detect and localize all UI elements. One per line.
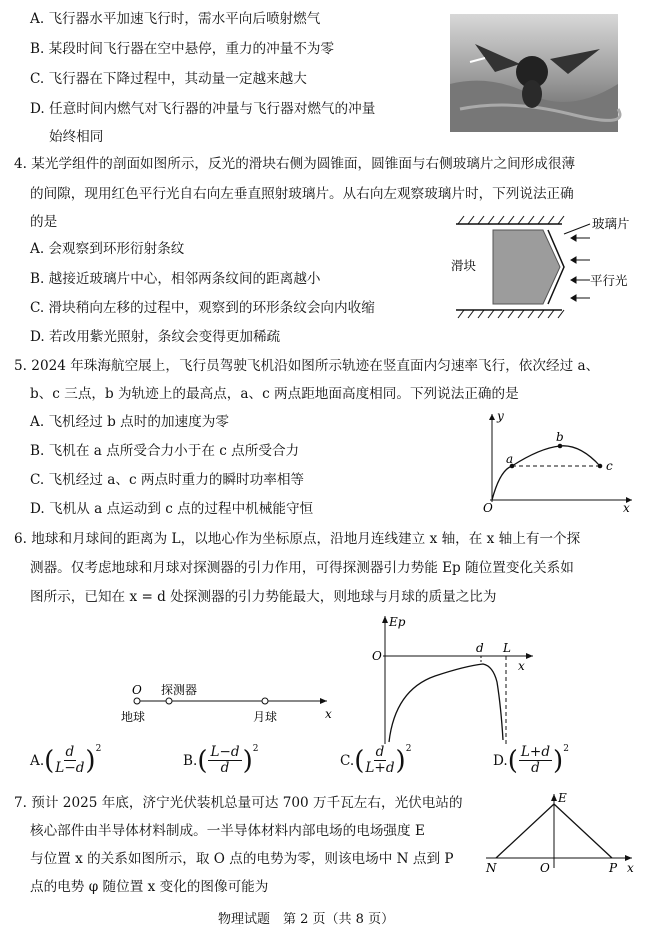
q4-stem-line2: 的间隙，现用红色平行光自右向左垂直照射玻璃片。从右向左观察玻璃片时，下列说法正确 bbox=[30, 186, 574, 202]
q5-point-a: a bbox=[506, 452, 514, 466]
q6-choice-d: D. ( $\frac{L+d}{d}$ ) 2 bbox=[493, 743, 569, 776]
page-footer: 物理试题 第 2 页（共 8 页） bbox=[218, 912, 395, 927]
q6-choice-c: C. ( $\frac{d}{L+d}$ ) 2 bbox=[340, 743, 412, 776]
q6-stem-line1: 6. 地球和月球间的距离为 L，以地心作为坐标原点，沿地月连线建立 x 轴，在 x 轴上有一个探 bbox=[14, 531, 581, 547]
q5-option-a: A. 飞机经过 b 点时的加速度为零 bbox=[30, 414, 229, 430]
q4-figure bbox=[440, 212, 640, 322]
q7-stem-line2: 核心部件由半导体材料制成。一半导体材料内部电场的电场强度 E bbox=[30, 823, 425, 839]
q5-y-label: y bbox=[497, 409, 504, 423]
q4-light-label: 平行光 bbox=[590, 273, 628, 288]
q4-stem-line3: 的是 bbox=[30, 214, 58, 230]
q7-x-label: x bbox=[627, 861, 634, 875]
q4-stem-line1: 4. 某光学组件的剖面如图所示，反光的滑块右侧为圆锥面，圆锥面与右侧玻璃片之间形成很薄 bbox=[14, 156, 576, 172]
q3-option-c: C. 飞行器在下降过程中，其动量一定越来越大 bbox=[30, 71, 307, 87]
q4-option-a: A. 会观察到环形衍射条纹 bbox=[30, 241, 185, 257]
q6-stem-line3: 图所示，已知在 x = d 处探测器的引力势能最大，则地球与月球的质量之比为 bbox=[30, 589, 497, 605]
q6-axis-figure bbox=[115, 680, 345, 725]
q3-option-b: B. 某段时间飞行器在空中悬停，重力的冲量不为零 bbox=[30, 41, 335, 57]
q6-probe-label: 探测器 bbox=[161, 683, 198, 697]
q5-option-c: C. 飞机经过 a、c 两点时重力的瞬时功率相等 bbox=[30, 472, 305, 488]
q7-stem-line1: 7. 预计 2025 年底，济宁光伏装机总量可达 700 万千瓦左右，光伏电站的 bbox=[14, 795, 463, 811]
q4-glass-label: 玻璃片 bbox=[592, 216, 630, 231]
q4-option-b: B. 越接近玻璃片中心，相邻两条纹间的距离越小 bbox=[30, 271, 321, 287]
q5-point-c: c bbox=[606, 459, 613, 473]
q6-earth-label: 地球 bbox=[121, 710, 146, 724]
q4-option-c: C. 滑块稍向左移的过程中，观察到的环形条纹会向内收缩 bbox=[30, 300, 375, 316]
q7-stem-line4: 点的电势 φ 随位置 x 变化的图像可能为 bbox=[30, 879, 269, 895]
q6-graph-x: x bbox=[518, 659, 525, 673]
q4-option-d: D. 若改用紫光照射，条纹会变得更加稀疏 bbox=[30, 329, 281, 345]
q3-option-d-cont: 始终相同 bbox=[49, 129, 104, 145]
jetpack-photo bbox=[450, 14, 618, 132]
q6-axis-x: x bbox=[325, 707, 332, 721]
q6-choice-d-fraction: $\frac{L+d}{d}$ bbox=[520, 744, 551, 776]
q6-energy-graph bbox=[365, 612, 540, 752]
q5-option-d: D. 飞机从 a 点运动到 c 点的过程中机械能守恒 bbox=[30, 501, 314, 517]
q6-graph-d: d bbox=[476, 641, 484, 655]
q7-P-label: P bbox=[609, 861, 618, 875]
q3-option-a: A. 飞行器水平加速飞行时，需水平向后喷射燃气 bbox=[30, 11, 321, 27]
q6-choice-b: B. ( $\frac{L-d}{d}$ ) 2 bbox=[183, 743, 259, 776]
q6-choice-b-fraction: $\frac{L-d}{d}$ bbox=[210, 744, 240, 776]
q3-option-d: D. 任意时间内燃气对飞行器的冲量与飞行器对燃气的冲量 bbox=[30, 101, 376, 117]
q7-stem-line3: 与位置 x 的关系如图所示，取 O 点的电势为零，则该电场中 N 点到 P bbox=[30, 851, 454, 867]
q5-point-b: b bbox=[556, 430, 564, 444]
q6-graph-ylabel: Ep bbox=[389, 615, 406, 629]
q7-E-label: E bbox=[558, 791, 567, 805]
q6-graph-origin: O bbox=[372, 649, 382, 663]
q5-origin-label: O bbox=[483, 501, 493, 515]
q5-trajectory-figure bbox=[480, 408, 640, 513]
q6-axis-origin: O bbox=[132, 683, 142, 697]
q5-stem-line1: 5. 2024 年珠海航空展上，飞行员驾驶飞机沿如图所示轨迹在竖直面内匀速率飞行，依次经过 a、 bbox=[14, 358, 600, 374]
q6-choice-c-fraction: $\frac{d}{L+d}$ bbox=[365, 744, 395, 776]
q4-slider-label: 滑块 bbox=[451, 258, 477, 273]
q6-stem-line2: 测器。仅考虑地球和月球对探测器的引力作用，可得探测器引力势能 Ep 随位置变化关系如 bbox=[30, 560, 574, 576]
q6-graph-L: L bbox=[503, 641, 511, 655]
q5-option-b: B. 飞机在 a 点所受合力小于在 c 点所受合力 bbox=[30, 443, 300, 459]
q5-x-label: x bbox=[623, 501, 630, 515]
q7-O-label: O bbox=[540, 861, 550, 875]
q7-field-graph bbox=[482, 790, 642, 875]
q6-choice-a: A. ( $\frac{d}{L-d}$ ) 2 bbox=[30, 743, 102, 776]
q5-stem-line2: b、c 三点，b 为轨迹上的最高点，a、c 两点距地面高度相同。下列说法正确的是 bbox=[30, 386, 519, 402]
q6-choice-a-fraction: $\frac{d}{L-d}$ bbox=[55, 744, 85, 776]
q6-moon-label: 月球 bbox=[253, 710, 278, 724]
q7-N-label: N bbox=[486, 861, 497, 875]
